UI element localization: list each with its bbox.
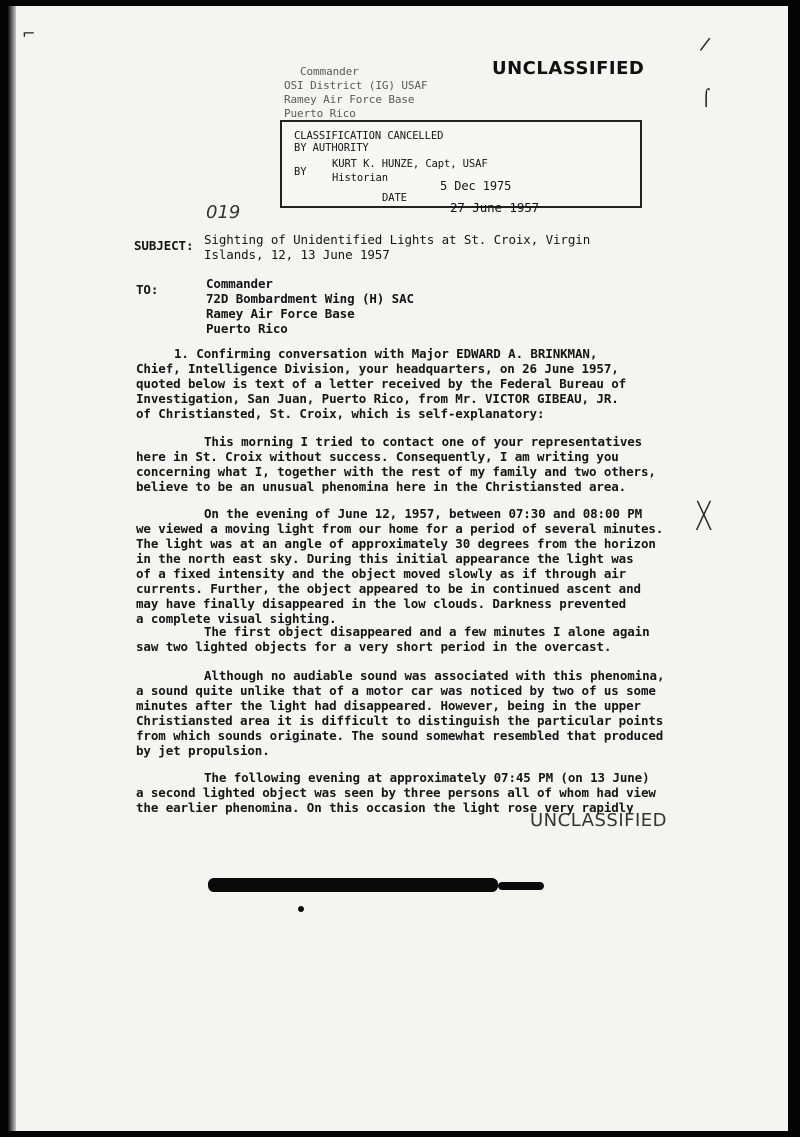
declass-name: KURT K. HUNZE, Capt, USAF	[332, 158, 488, 170]
para3-line-1: On the evening of June 12, 1957, between 07:30 and 08:00 PM	[204, 506, 643, 521]
para5-line-6: by jet propulsion.	[136, 743, 270, 758]
to-label: TO:	[136, 282, 159, 297]
header-addr-line-4: Puerto Rico	[284, 107, 356, 120]
para3-line-6: currents. Further, the object appeared to be in continued ascent and	[136, 581, 641, 596]
declass-by-authority: BY AUTHORITY	[294, 142, 369, 154]
to-line-4: Puerto Rico	[206, 321, 288, 336]
declassification-stamp-box	[280, 120, 642, 208]
margin-x-mark: X	[694, 494, 714, 540]
para3-line-8: a complete visual sighting.	[136, 611, 337, 626]
subject-line-2: Islands, 12, 13 June 1957	[204, 247, 390, 262]
subject-line-1: Sighting of Unidentified Lights at St. Croix, Virgin	[204, 232, 591, 247]
para4-line-1: The first object disappeared and a few minutes I alone again	[204, 624, 650, 639]
para1-line-4: Investigation, San Juan, Puerto Rico, from Mr. VICTOR GIBEAU, JR.	[136, 391, 619, 406]
para6-line-2: a second lighted object was seen by three persons all of whom had view	[136, 785, 656, 800]
header-addr-line-3: Ramey Air Force Base	[284, 93, 415, 106]
corner-mark-top-left: ⌐	[22, 24, 36, 43]
header-addr-line-1: Commander	[300, 65, 359, 78]
para2-line-4: believe to be an unusual phenomina here in the Christiansted area.	[136, 479, 627, 494]
declass-date: 5 Dec 1975	[440, 179, 512, 193]
para5-line-4: Christiansted area it is difficult to distinguish the particular points	[136, 713, 664, 728]
handwritten-number: 019	[206, 202, 241, 223]
declass-line-1: CLASSIFICATION CANCELLED	[294, 130, 444, 142]
to-line-2: 72D Bombardment Wing (H) SAC	[206, 291, 414, 306]
declass-date-label: DATE	[382, 192, 407, 204]
corner-mark-right: ⌠	[702, 88, 711, 107]
subject-label: SUBJECT:	[134, 238, 194, 253]
para4-line-2: saw two lighted objects for a very short period in the overcast.	[136, 639, 612, 654]
declass-title: Historian	[332, 172, 388, 184]
para3-line-3: The light was at an angle of approximately 30 degrees from the horizon	[136, 536, 656, 551]
document-page	[8, 6, 788, 1131]
para1-line-5: of Christiansted, St. Croix, which is self-explanatory:	[136, 406, 545, 421]
para3-line-2: we viewed a moving light from our home for a period of several minutes.	[136, 521, 664, 536]
para5-line-1: Although no audiable sound was associated with this phenomina,	[204, 668, 665, 683]
para2-line-3: concerning what I, together with the rest of my family and two others,	[136, 464, 656, 479]
unclassified-stamp-bottom: UNCLASSIFIED	[530, 810, 668, 831]
para1-line-1: 1. Confirming conversation with Major EDWARD A. BRINKMAN,	[174, 346, 598, 361]
to-line-1: Commander	[206, 276, 273, 291]
para3-line-7: may have finally disappeared in the low clouds. Darkness prevented	[136, 596, 627, 611]
para5-line-3: minutes after the light had disappeared. However, being in the upper	[136, 698, 641, 713]
corner-mark-top-right: /	[698, 33, 712, 56]
para2-line-1: This morning I tried to contact one of your representatives	[204, 434, 643, 449]
to-line-3: Ramey Air Force Base	[206, 306, 355, 321]
redaction-dot	[298, 906, 304, 912]
redaction-bar	[208, 878, 498, 892]
para3-line-4: in the north east sky. During this initial appearance the light was	[136, 551, 634, 566]
unclassified-stamp-top: UNCLASSIFIED	[492, 58, 645, 79]
para3-line-5: of a fixed intensity and the object moved slowly as if through air	[136, 566, 627, 581]
para1-line-2: Chief, Intelligence Division, your headquarters, on 26 June 1957,	[136, 361, 619, 376]
para5-line-5: from which sounds originate. The sound somewhat resembled that produced	[136, 728, 664, 743]
para2-line-2: here in St. Croix without success. Consequently, I am writing you	[136, 449, 619, 464]
para6-line-3: the earlier phenomina. On this occasion the light rose very rapidly	[136, 800, 634, 815]
header-addr-line-2: OSI District (IG) USAF	[284, 79, 428, 92]
letter-date: 27 June 1957	[450, 200, 540, 215]
para1-line-3: quoted below is text of a letter received by the Federal Bureau of	[136, 376, 627, 391]
para6-line-1: The following evening at approximately 07:45 PM (on 13 June)	[204, 770, 650, 785]
redaction-bar-ext	[498, 882, 544, 890]
para5-line-2: a sound quite unlike that of a motor car was noticed by two of us some	[136, 683, 656, 698]
declass-by-label: BY	[294, 166, 307, 178]
